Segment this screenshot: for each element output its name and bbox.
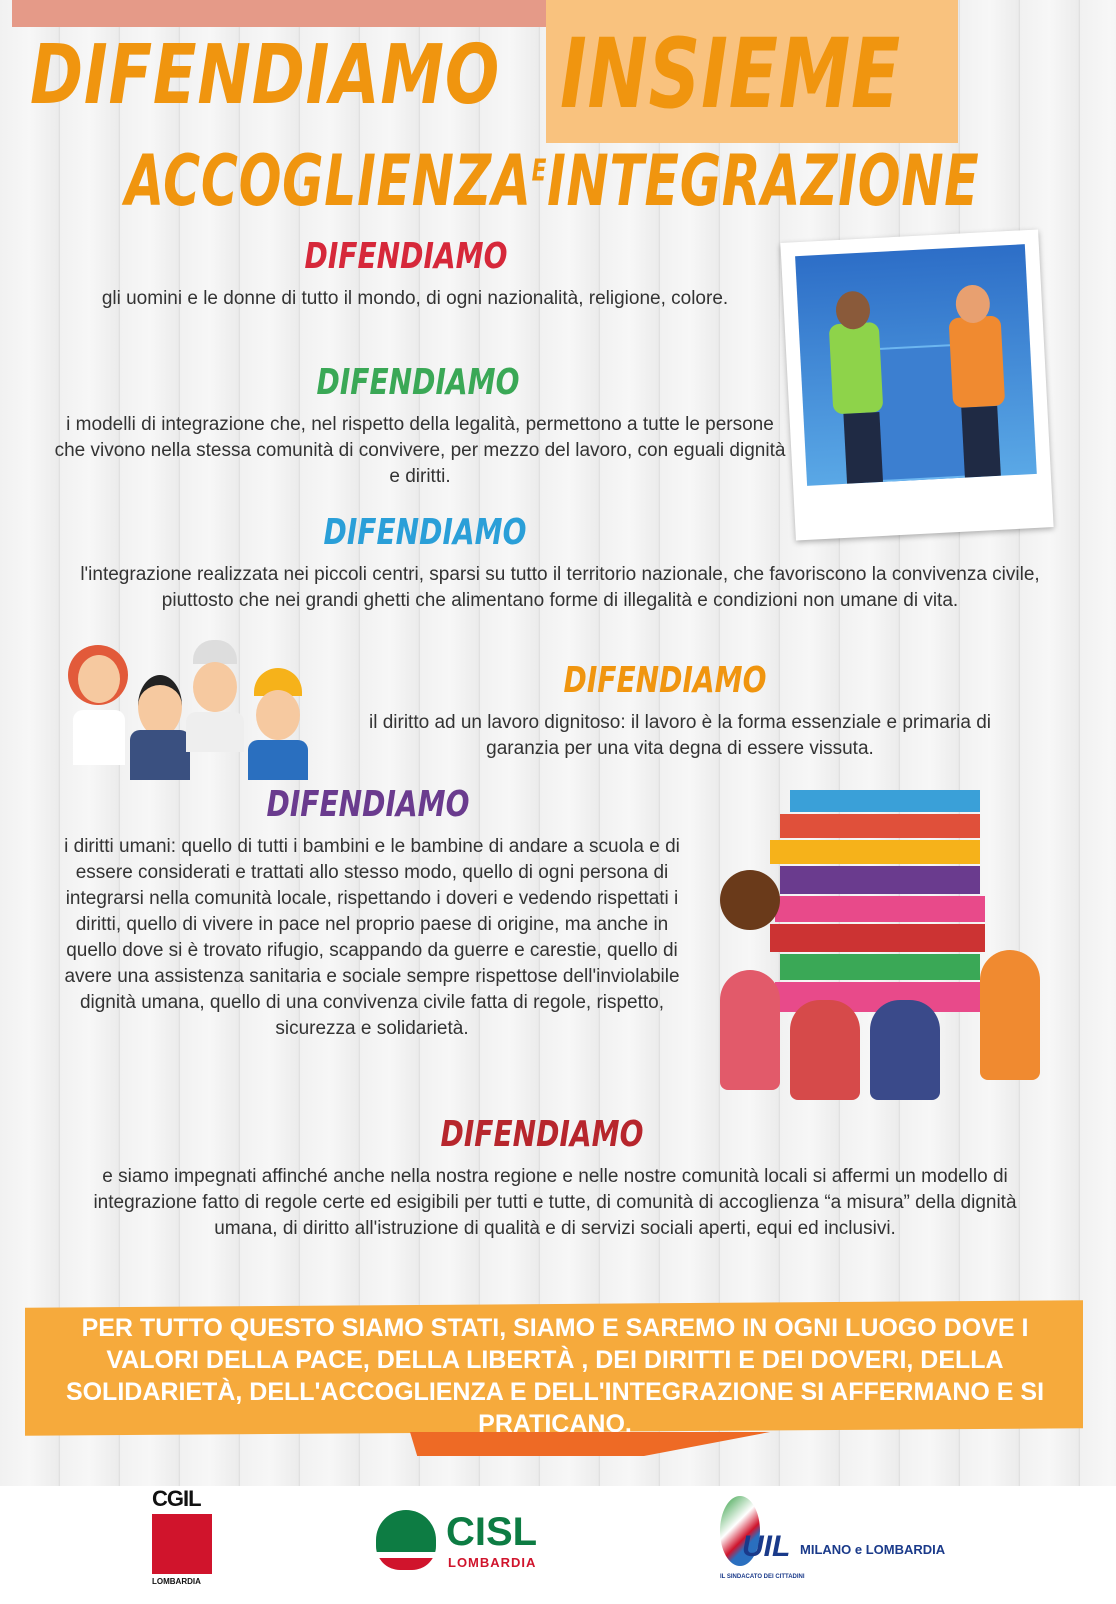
section4-text: il diritto ad un lavoro dignitoso: il lavoro è la forma essenziale e primaria di garanzia per una vita degna di essere vissuta. — [368, 712, 992, 759]
workers-illustration — [68, 640, 318, 780]
title-connector: E — [531, 153, 548, 189]
cgil-logo — [152, 1486, 212, 1596]
section1-text: gli uomini e le donne di tutto il mondo, di ogni nazionalità, religione, colore. — [101, 288, 729, 309]
section3-heading: DIFENDIAMO — [323, 512, 527, 553]
section4-heading: DIFENDIAMO — [563, 660, 767, 701]
high-five-photo — [780, 229, 1053, 540]
closing-statement: PER TUTTO QUESTO SIAMO STATI, SIAMO E SAREMO IN OGNI LUOGO DOVE I VALORI DELLA PACE, DELLA LIBERTÀ , DEI DIRITTI E DEI DOVERI, DELLA SOLIDARIETÀ, DELL'ACCOGLIENZA E DELL'INTEGRAZIONE SI AFFERMANO E SI PRATICANO. — [65, 1314, 1045, 1438]
uil-name: UIL — [742, 1530, 791, 1563]
section5-heading: DIFENDIAMO — [266, 784, 470, 825]
section3-text: l'integrazione realizzata nei piccoli centri, sparsi su tutto il territorio nazionale, che favoriscono la convivenza civile, piuttosto che nei grandi ghetti che alimentano forme di illegalità e condizioni non umane di vita. — [80, 564, 1040, 611]
section5-text: i diritti umani: quello di tutti i bambini e le bambine di andare a scuola e di essere considerati e trattati allo stesso modo, quello di ogni persona di integrarsi nella comunità locale, rispettando i doveri e vedendo rispettati i diritti, quello di vivere in pace nel proprio paese di origine, ma anche in quello dove si è trovato rifugio, scappando da guerre e carestie, quello di avere una assistenza sanitaria e sociale sempre rispettose dell'inviolabile dignità umana, quello di una convivenza civile fatta di regole, rispetto, sicurezza e solidarietà. — [64, 836, 680, 1039]
section1-heading: DIFENDIAMO — [304, 236, 508, 277]
uil-logo — [720, 1496, 980, 1586]
cisl-region: LOMBARDIA — [448, 1555, 537, 1570]
title-line2 — [125, 140, 979, 222]
uil-tagline: IL SINDACATO DEI CITTADINI — [720, 1574, 805, 1580]
children-books-illustration — [720, 780, 1090, 1130]
section6-heading: DIFENDIAMO — [440, 1114, 644, 1155]
section6-text: e siamo impegnati affinché anche nella nostra regione e nelle nostre comunità locali si affermi un modello di integrazione fatto di regole certe ed esigibili per tutti e tutte, di comunità di accoglienza “a misura” della dignità umana, di diritto all'istruzione di qualità e di servizi sociali aperti, equi ed inclusivi. — [93, 1166, 1017, 1239]
cgil-region: LOMBARDIA — [152, 1577, 201, 1586]
title-highlight: INSIEME — [560, 18, 901, 130]
section2-heading: DIFENDIAMO — [316, 362, 520, 403]
title-line1: DIFENDIAMO — [30, 28, 501, 123]
footer-logos — [0, 1486, 1116, 1604]
title-accoglienza: ACCOGLIENZA — [125, 140, 532, 222]
title-integrazione: INTEGRAZIONE — [547, 140, 980, 222]
uil-region: MILANO e LOMBARDIA — [800, 1542, 946, 1557]
cisl-name: CISL — [446, 1510, 538, 1554]
cgil-name: CGIL — [152, 1486, 201, 1511]
section2-text: i modelli di integrazione che, nel rispetto della legalità, permettono a tutte le persone che vivono nella stessa comunità di convivere, per mezzo del lavoro, con eguali dignità e diritti. — [54, 414, 786, 487]
top-decor-bar — [12, 0, 627, 27]
cisl-logo — [376, 1510, 566, 1580]
